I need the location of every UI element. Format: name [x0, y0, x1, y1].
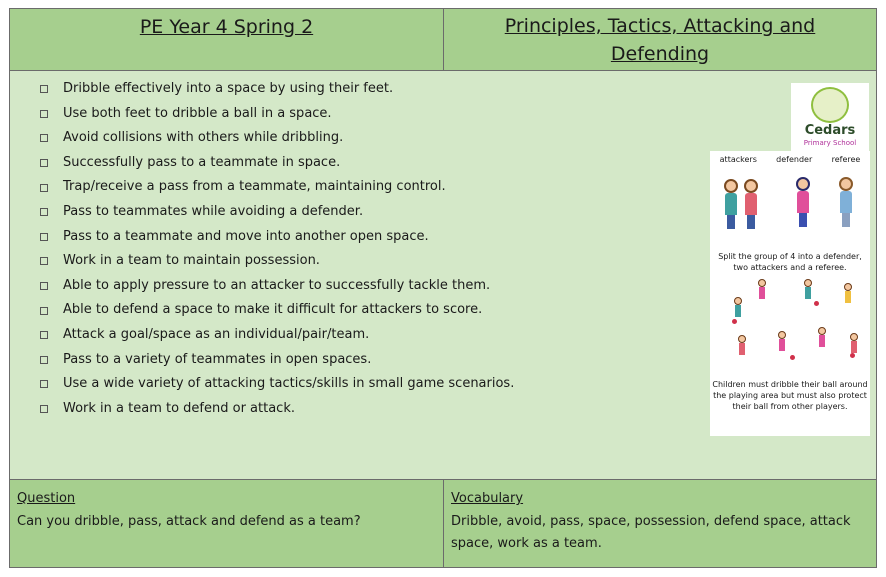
tree-emblem-icon [811, 87, 849, 123]
instruction-text-1: Split the group of 4 into a defender, two attackers and a referee. [718, 252, 862, 272]
page-title: PE Year 4 Spring 2 [139, 16, 314, 38]
attacker-figure [724, 179, 738, 229]
instruction-text-2: Children must dribble their ball around the playing area but must also protect their ball from other players. [712, 380, 868, 411]
list-item: Attack a goal/space as an individual/pair/team. [40, 323, 514, 348]
checkbox-icon [40, 233, 48, 241]
school-logo [791, 83, 869, 151]
ball-icon [790, 355, 795, 360]
players-figure [720, 171, 865, 243]
player-figure [738, 335, 746, 355]
vocabulary-text: Dribble, avoid, pass, space, possession, defend space, attack space, work as a team. [451, 514, 851, 551]
list-item: Pass to teammates while avoiding a defender. [40, 200, 514, 225]
list-item: Pass to a teammate and move into another open space. [40, 225, 514, 250]
list-item: Trap/receive a pass from a teammate, maintaining control. [40, 175, 514, 200]
checkbox-icon [40, 184, 48, 192]
vocabulary-section [444, 479, 876, 567]
logo-subtitle: Primary School [803, 139, 857, 147]
role-label: defender [776, 155, 813, 164]
knowledge-organiser [9, 8, 877, 568]
question-title: Question [17, 491, 76, 506]
role-labels [710, 155, 870, 164]
dribbling-scene [710, 279, 870, 379]
checkbox-icon [40, 307, 48, 315]
player-figure [844, 283, 852, 303]
checkbox-icon [40, 159, 48, 167]
list-item: Use both feet to dribble a ball in a space. [40, 102, 514, 127]
ball-icon [814, 301, 819, 306]
checkbox-icon [40, 282, 48, 290]
objectives-list [40, 77, 514, 421]
checkbox-icon [40, 380, 48, 388]
list-item: Use a wide variety of attacking tactics/skills in small game scenarios. [40, 372, 514, 397]
vocabulary-title: Vocabulary [451, 491, 524, 506]
list-item: Able to apply pressure to an attacker to successfully tackle them. [40, 274, 514, 299]
checkbox-icon [40, 110, 48, 118]
role-label: referee [831, 155, 861, 164]
objectives-section [10, 70, 876, 479]
checkbox-icon [40, 85, 48, 93]
list-item: Avoid collisions with others while dribbling. [40, 126, 514, 151]
list-item: Dribble effectively into a space by using their feet. [40, 77, 514, 102]
player-figure [758, 279, 766, 299]
checkbox-icon [40, 405, 48, 413]
header-left [10, 9, 444, 70]
header-right [444, 9, 876, 70]
checkbox-icon [40, 356, 48, 364]
checkbox-icon [40, 208, 48, 216]
logo-name: Cedars [804, 123, 856, 138]
list-item: Work in a team to maintain possession. [40, 249, 514, 274]
attacker-figure [744, 179, 758, 229]
question-text: Can you dribble, pass, attack and defend as a team? [17, 514, 361, 529]
player-figure [804, 279, 812, 299]
player-figure [850, 333, 858, 353]
ball-icon [850, 353, 855, 358]
player-figure [818, 327, 826, 347]
ball-icon [732, 319, 737, 324]
role-label: attackers [719, 155, 757, 164]
list-item: Successfully pass to a teammate in space. [40, 151, 514, 176]
topic-title: Principles, Tactics, Attacking and Defending [504, 15, 816, 65]
referee-figure [839, 177, 853, 227]
list-item: Pass to a variety of teammates in open spaces. [40, 348, 514, 373]
defender-figure [796, 177, 810, 227]
checkbox-icon [40, 134, 48, 142]
player-figure [734, 297, 742, 317]
activity-illustration [710, 151, 870, 436]
player-figure [778, 331, 786, 351]
checkbox-icon [40, 257, 48, 265]
question-section [10, 479, 444, 567]
checkbox-icon [40, 331, 48, 339]
list-item: Able to defend a space to make it difficult for attackers to score. [40, 298, 514, 323]
list-item: Work in a team to defend or attack. [40, 397, 514, 422]
